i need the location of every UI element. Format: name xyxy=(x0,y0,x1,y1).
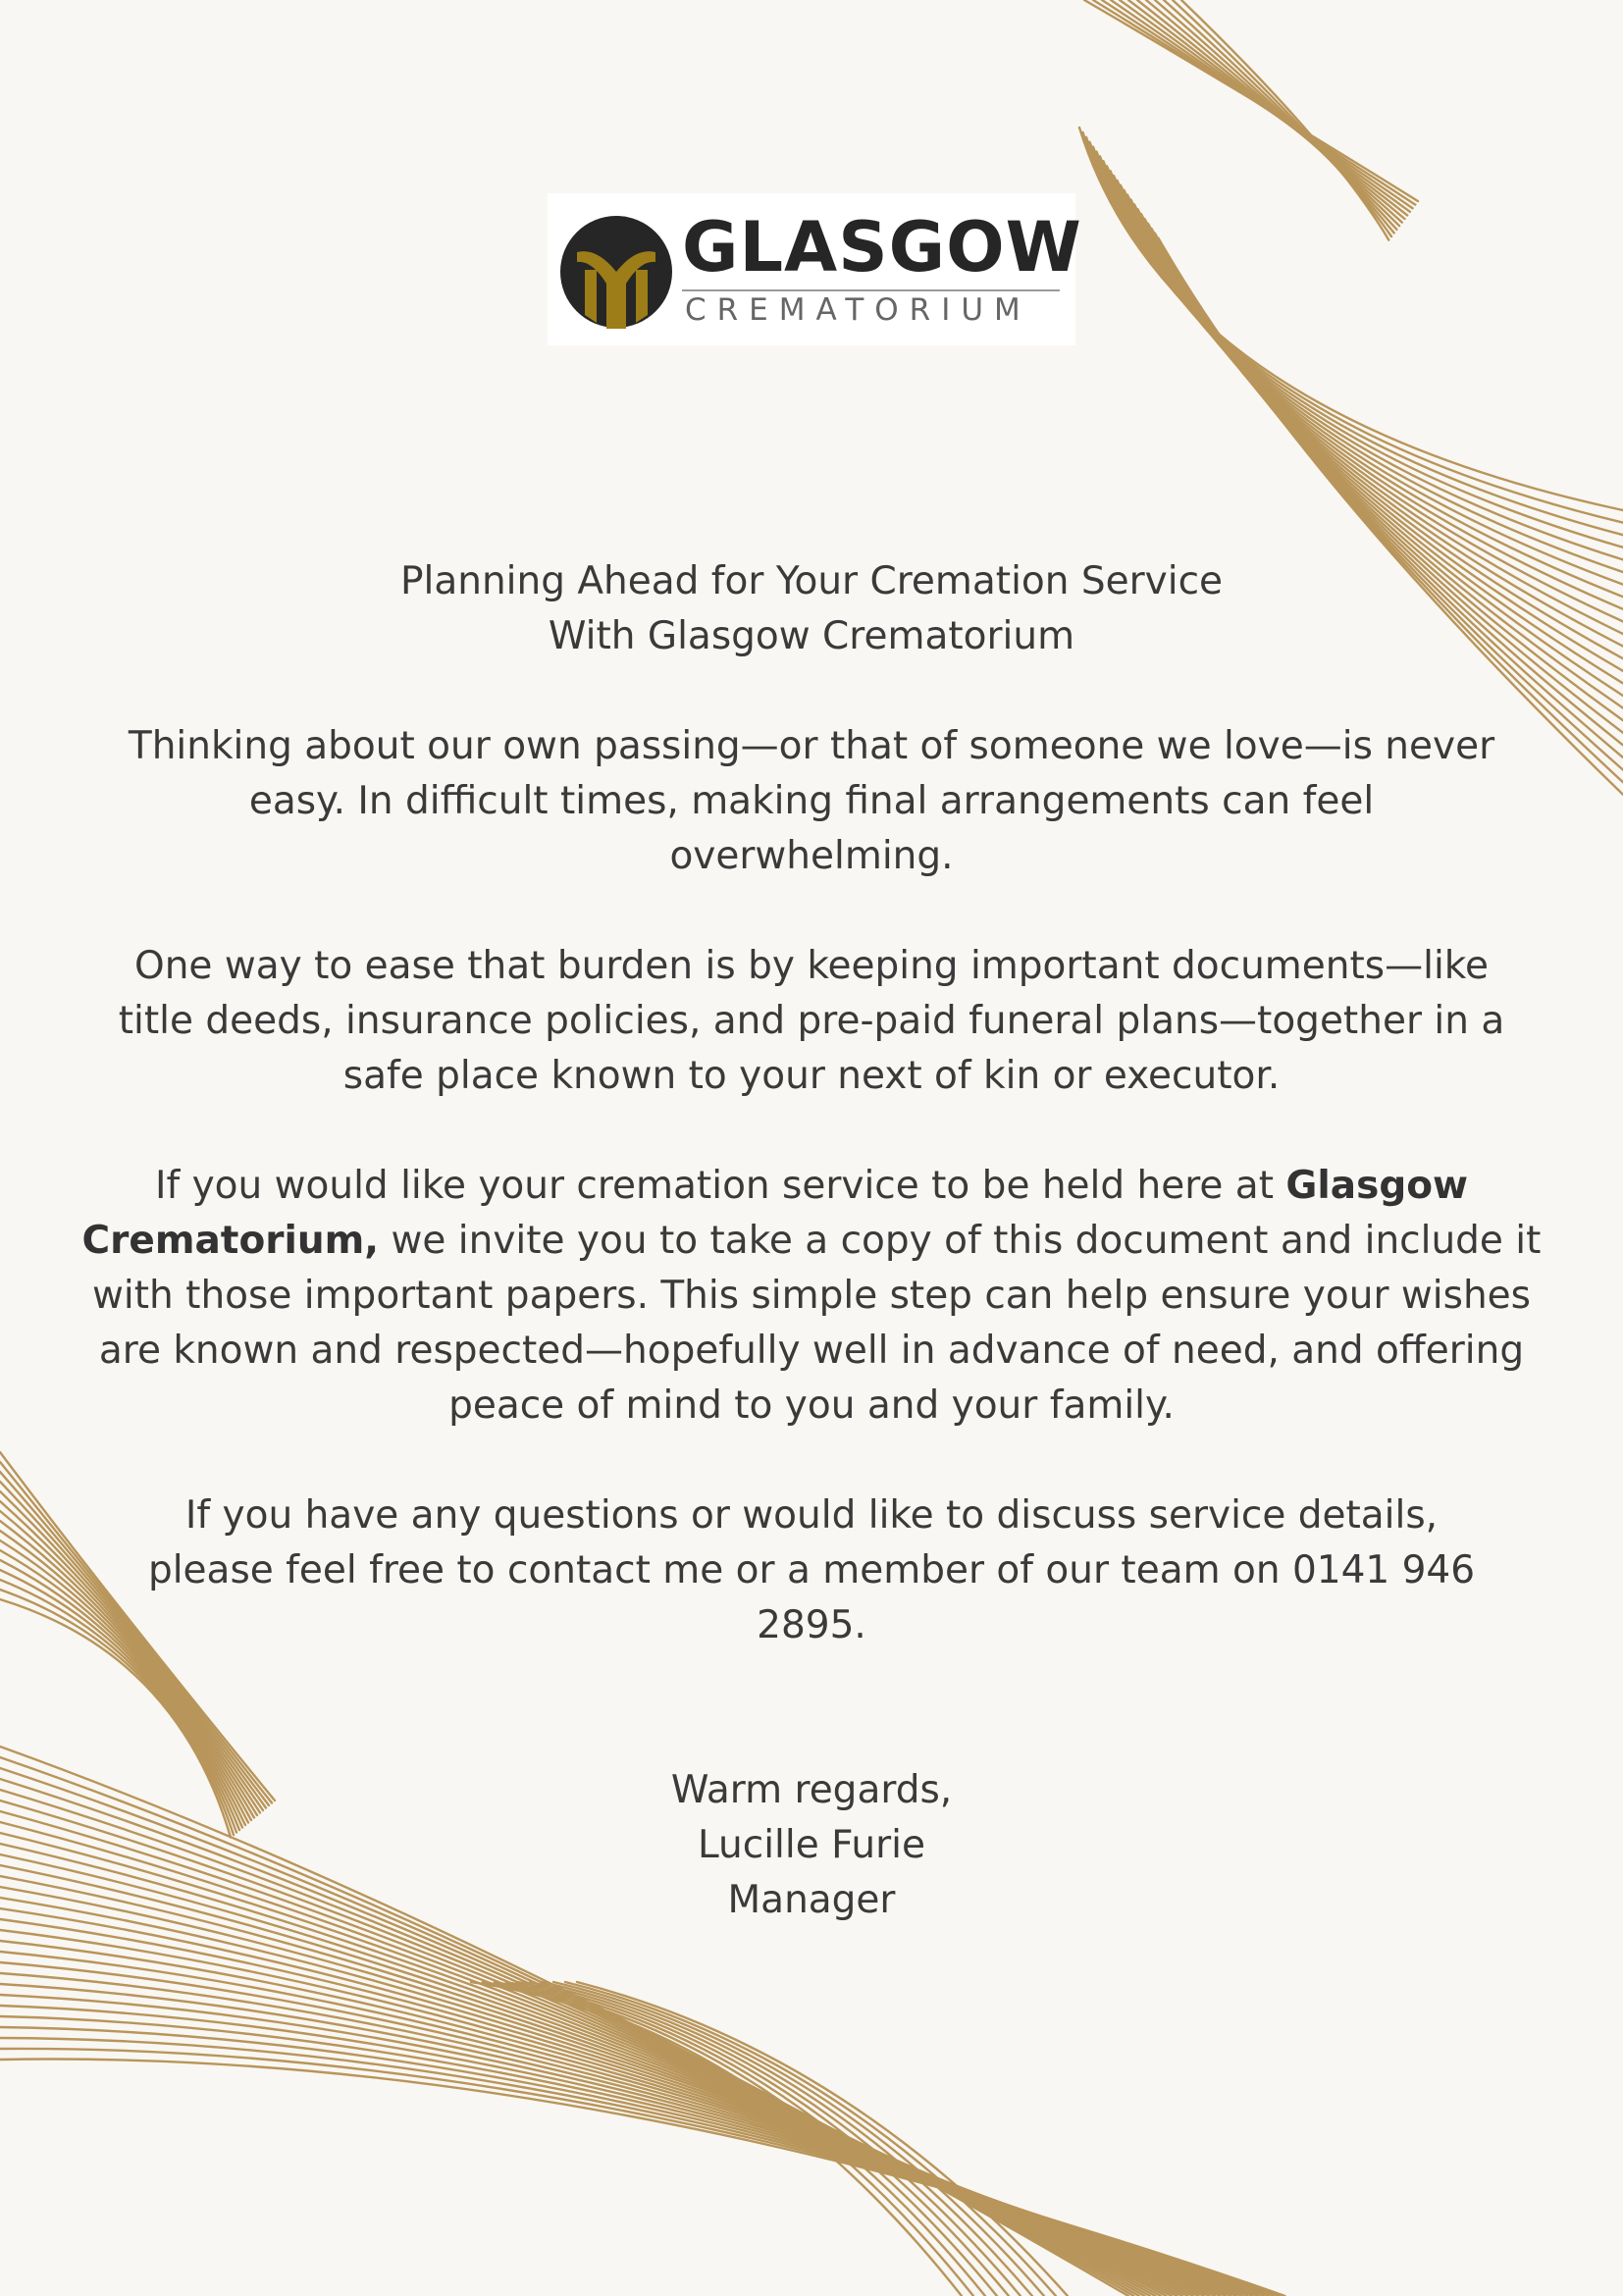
paragraph-4: If you have any questions or would like to discuss service details, please feel free to contact me or a member of our team on 0141 946 2895. xyxy=(147,1493,1476,1647)
letter-body xyxy=(79,554,1544,1928)
crematorium-emblem-icon xyxy=(557,213,675,331)
title-line-2: With Glasgow Crematorium xyxy=(548,614,1075,658)
crematorium-name-emphasis: Glasgow Crematorium, xyxy=(81,1164,1469,1263)
title-line-1: Planning Ahead for Your Cremation Service xyxy=(399,559,1224,603)
logo-wordmark: GLASGOW xyxy=(682,207,1082,287)
signatory-name: Lucille Furie xyxy=(698,1823,925,1867)
logo-subtitle: CREMATORIUM xyxy=(685,292,1031,328)
closing: Warm regards, xyxy=(670,1768,953,1812)
paragraph-1: Thinking about our own passing—or that of someone we love—is never easy. In difficult times, making final arrangements can feel overwhelming. xyxy=(128,724,1495,878)
paragraph-3-start: If you would like your cremation service to be held here at xyxy=(154,1164,1286,1208)
paragraph-2: One way to ease that burden is by keeping important documents—like title deeds, insurance policies, and pre-paid funeral plans—together in a safe place known to your next of kin or executor. xyxy=(118,944,1505,1098)
paragraph-3-end: we invite you to take a copy of this document and include it with those important papers. This simple step can help ensure your wishes are known and respected—hopefully well in advance of need, and offering peace of mind to you and your family. xyxy=(92,1219,1542,1428)
paragraph-3 xyxy=(79,1159,1544,1434)
signatory-role: Manager xyxy=(727,1878,896,1922)
logo-divider xyxy=(682,289,1060,291)
letter-title xyxy=(79,554,1544,664)
glasgow-crematorium-logo xyxy=(548,193,1082,345)
signature-block xyxy=(79,1763,1544,1928)
